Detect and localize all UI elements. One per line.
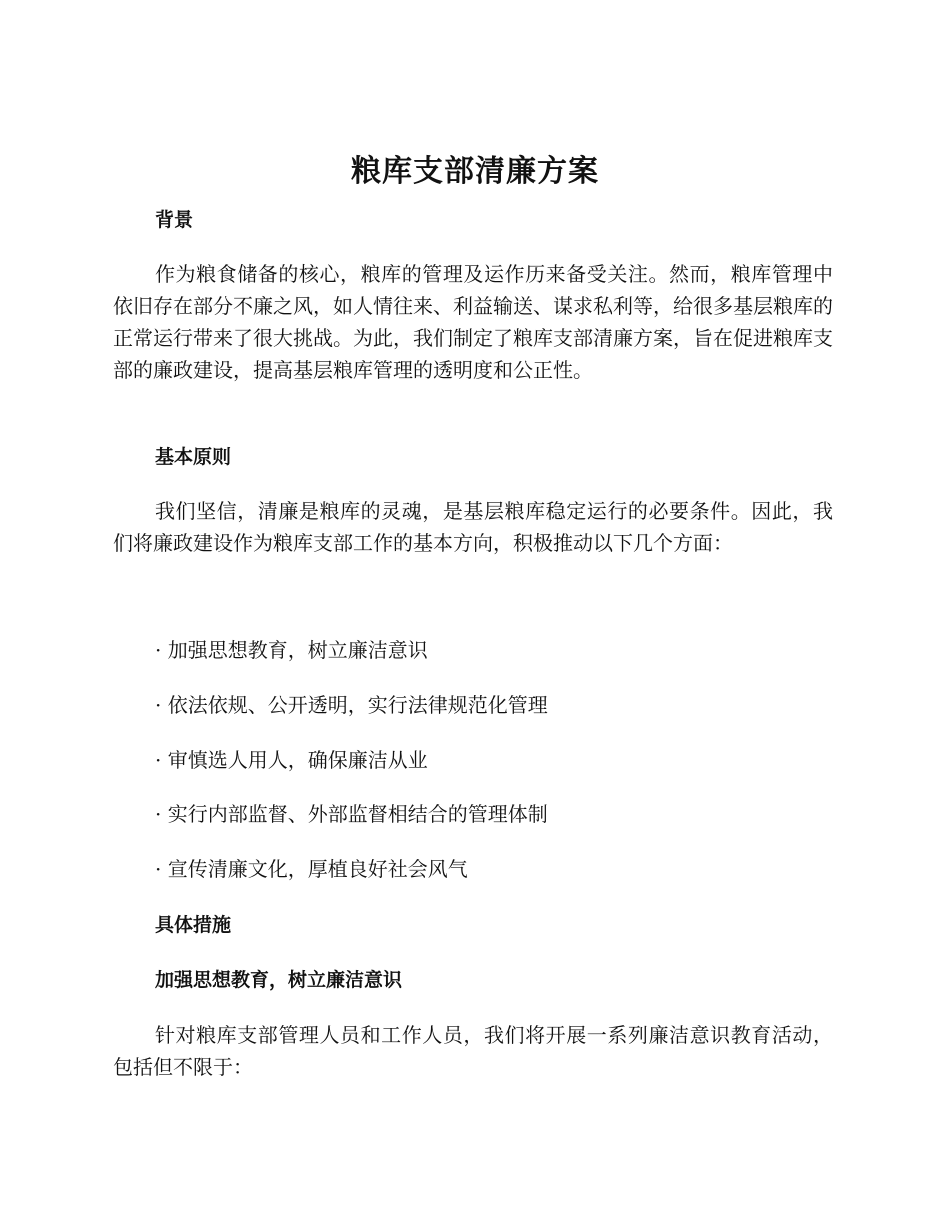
principles-paragraph: 我们坚信，清廉是粮库的灵魂，是基层粮库稳定运行的必要条件。因此，我们将廉政建设作为粮库支部工作的基本方向，积极推动以下几个方面： (113, 499, 833, 555)
measures-paragraph: 针对粮库支部管理人员和工作人员，我们将开展一系列廉洁意识教育活动，包括但不限于： (113, 1023, 833, 1079)
section-heading-measures: 具体措施 (155, 914, 232, 936)
section-heading-background: 背景 (155, 209, 194, 231)
principle-bullet: · 审慎选人用人，确保廉洁从业 (155, 748, 428, 772)
section-heading-principles: 基本原则 (155, 446, 232, 468)
principle-bullet: · 加强思想教育，树立廉洁意识 (155, 638, 428, 662)
document-title: 粮库支部清廉方案 (351, 154, 599, 189)
measures-subheading: 加强思想教育，树立廉洁意识 (155, 969, 403, 991)
background-paragraph: 作为粮食储备的核心，粮库的管理及运作历来备受关注。然而，粮库管理中依旧存在部分不廉之风，如人情往来、利益输送、谋求私利等，给很多基层粮库的正常运行带来了很大挑战。为此，我们制定了粮库支部清廉方案，旨在促进粮库支部的廉政建设，提高基层粮库管理的透明度和公正性。 (113, 262, 833, 382)
principle-bullet: · 依法依规、公开透明，实行法律规范化管理 (155, 693, 548, 717)
principle-bullet: · 宣传清廉文化，厚植良好社会风气 (155, 857, 468, 881)
principle-bullet: · 实行内部监督、外部监督相结合的管理体制 (155, 802, 548, 826)
